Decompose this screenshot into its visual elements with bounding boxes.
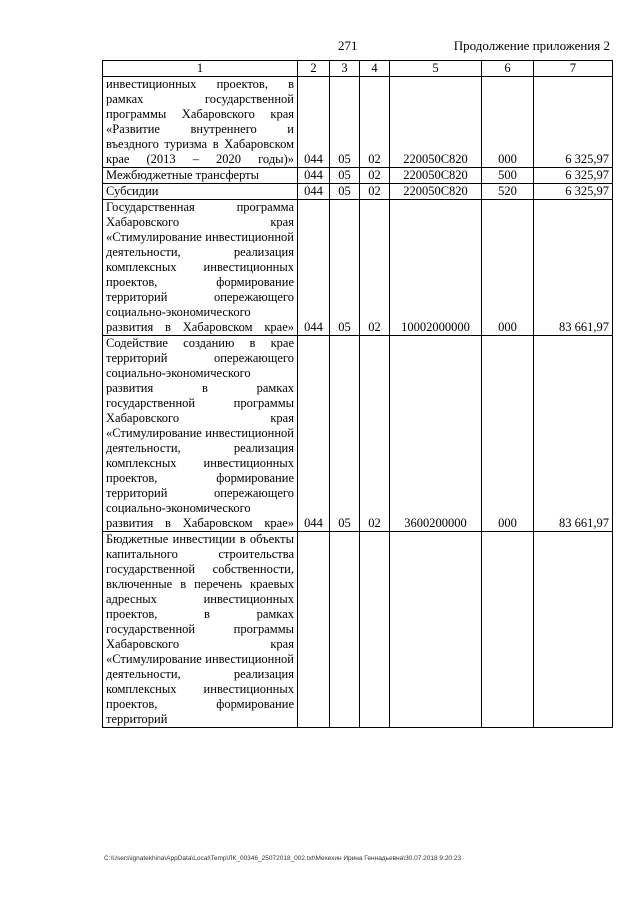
row-rz	[330, 532, 360, 728]
page-number: 271	[338, 38, 358, 53]
continuation-label: Продолжение приложения 2	[453, 38, 610, 53]
row-amount: 83 661,97	[534, 200, 613, 336]
column-header: 5	[390, 61, 482, 77]
row-grbs: 044	[298, 168, 330, 184]
column-header: 1	[103, 61, 298, 77]
table-header-row	[103, 61, 613, 77]
row-pr: 02	[360, 184, 390, 200]
budget-table	[102, 60, 613, 728]
row-pr: 02	[360, 77, 390, 168]
row-rz: 05	[330, 184, 360, 200]
row-csr: 220050С820	[390, 184, 482, 200]
row-vr: 000	[482, 77, 534, 168]
row-pr	[360, 532, 390, 728]
row-csr: 3600200000	[390, 336, 482, 532]
row-rz: 05	[330, 336, 360, 532]
row-rz: 05	[330, 168, 360, 184]
row-name: Государственная программа Хабаровского края «Стимулирование инвестиционной деятельности, реализация комплексных инвестиционных проектов, формирование территорий опережающего социально-экономического развития в Хабаровском крае»	[103, 200, 298, 336]
row-csr: 10002000000	[390, 200, 482, 336]
row-amount: 83 661,97	[534, 336, 613, 532]
table-row	[103, 168, 613, 184]
row-rz: 05	[330, 77, 360, 168]
row-vr: 000	[482, 336, 534, 532]
row-name: Субсидии	[103, 184, 298, 200]
column-header: 7	[534, 61, 613, 77]
row-vr: 500	[482, 168, 534, 184]
column-header: 3	[330, 61, 360, 77]
row-grbs: 044	[298, 336, 330, 532]
table-row	[103, 532, 613, 728]
row-vr: 520	[482, 184, 534, 200]
file-path-footer: C:\Users\ignatekhina\AppData\Local\Temp\ЛК_00346_25072018_002.txt\Мехехин Ирина Геннадьевна\30.07.2018 9:20:23	[104, 855, 462, 862]
row-vr	[482, 532, 534, 728]
row-csr	[390, 532, 482, 728]
row-name: Содействие созданию в крае территорий опережающего социально-экономического развития в рамках государственной программы Хабаровского края «Стимулирование инвестиционной деятельности, реализация комплексных инвестиционных проектов, формирование территорий опережающего социально-экономического развития в Хабаровском крае»	[103, 336, 298, 532]
column-header: 4	[360, 61, 390, 77]
table-row	[103, 200, 613, 336]
row-grbs	[298, 532, 330, 728]
row-csr: 220050С820	[390, 77, 482, 168]
column-header: 2	[298, 61, 330, 77]
row-vr: 000	[482, 200, 534, 336]
row-amount: 6 325,97	[534, 168, 613, 184]
row-rz: 05	[330, 200, 360, 336]
row-grbs: 044	[298, 184, 330, 200]
row-amount: 6 325,97	[534, 77, 613, 168]
row-pr: 02	[360, 200, 390, 336]
table-row	[103, 336, 613, 532]
table-row	[103, 184, 613, 200]
row-amount: 6 325,97	[534, 184, 613, 200]
column-header: 6	[482, 61, 534, 77]
row-name: Межбюджетные трансферты	[103, 168, 298, 184]
row-name: Бюджетные инвестиции в объекты капитального строительства государственной собственности, включенные в перечень краевых адресных инвестиционных проектов, в рамках государственной программы Хабаровского края «Стимулирование инвестиционной деятельности, реализация комплексных инвестиционных проектов, формирование территорий	[103, 532, 298, 728]
row-grbs: 044	[298, 77, 330, 168]
row-amount	[534, 532, 613, 728]
row-grbs: 044	[298, 200, 330, 336]
row-name: инвестиционных проектов, в рамках государственной программы Хабаровского края «Развитие внутреннего и въездного туризма в Хабаровском крае (2013 – 2020 годы)»	[103, 77, 298, 168]
row-pr: 02	[360, 168, 390, 184]
row-csr: 220050С820	[390, 168, 482, 184]
row-pr: 02	[360, 336, 390, 532]
table-row	[103, 77, 613, 168]
